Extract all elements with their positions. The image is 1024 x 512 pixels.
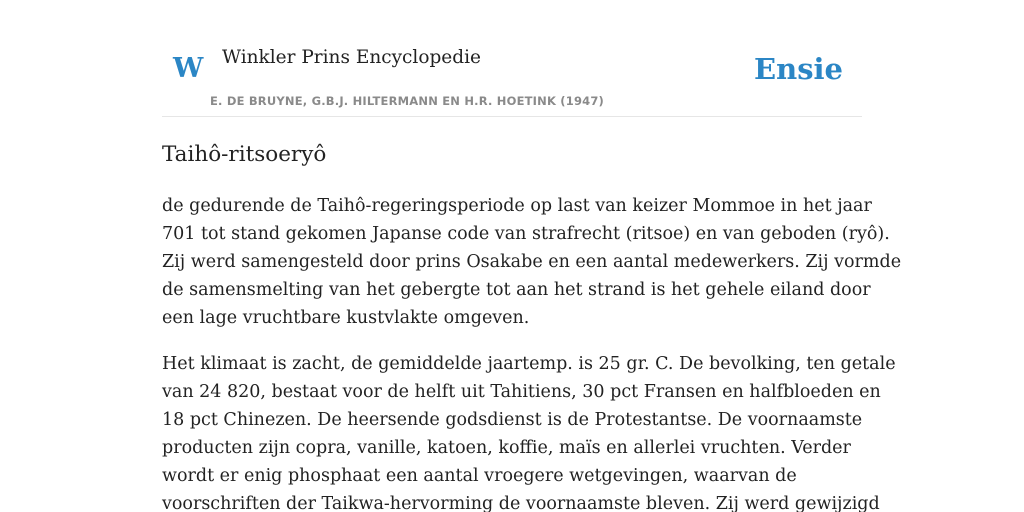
paragraph-line: voorschriften der Taikwa-hervorming de voornaamste bleven. Zij werd gewijzigd [162,494,880,512]
site-header [162,0,862,117]
paragraph-line: wordt er enig phosphaat een aantal vroegere wetgevingen, waarvan de [162,466,797,486]
authors-line: E. DE BRUYNE, G.B.J. HILTERMANN EN H.R. HOETINK (1947) [210,94,605,108]
ensie-brand-link[interactable]: Ensie [754,52,843,86]
winkler-prins-logo[interactable]: W [173,53,204,84]
article-paragraph [162,350,896,512]
paragraph-line: een lage vruchtbare kustvlakte omgeven. [162,308,530,328]
paragraph-line: Het klimaat is zacht, de gemiddelde jaartemp. is 25 gr. C. De bevolking, ten getale [162,354,896,374]
article-body [162,192,902,512]
paragraph-line: de gedurende de Taihô-regeringsperiode op last van keizer Mommoe in het jaar [162,196,872,216]
paragraph-line: de samensmelting van het gebergte tot aan het strand is het gehele eiland door [162,280,871,300]
site-title-link[interactable]: Winkler Prins Encyclopedie [222,47,481,68]
paragraph-line: 701 tot stand gekomen Japanse code van strafrecht (ritsoe) en van geboden (ryô). [162,224,890,244]
paragraph-line: van 24 820, bestaat voor de helft uit Tahitiens, 30 pct Fransen en halfbloeden en [162,382,881,402]
page-container [162,0,902,512]
article-paragraph [162,192,902,332]
paragraph-line: 18 pct Chinezen. De heersende godsdienst is de Protestantse. De voornaamste [162,410,863,430]
paragraph-line: Zij werd samengesteld door prins Osakabe en een aantal medewerkers. Zij vormde [162,252,902,272]
article-title: Taihô-ritsoeryô [162,142,327,167]
paragraph-line: producten zijn copra, vanille, katoen, koffie, maïs en allerlei vruchten. Verder [162,438,851,458]
